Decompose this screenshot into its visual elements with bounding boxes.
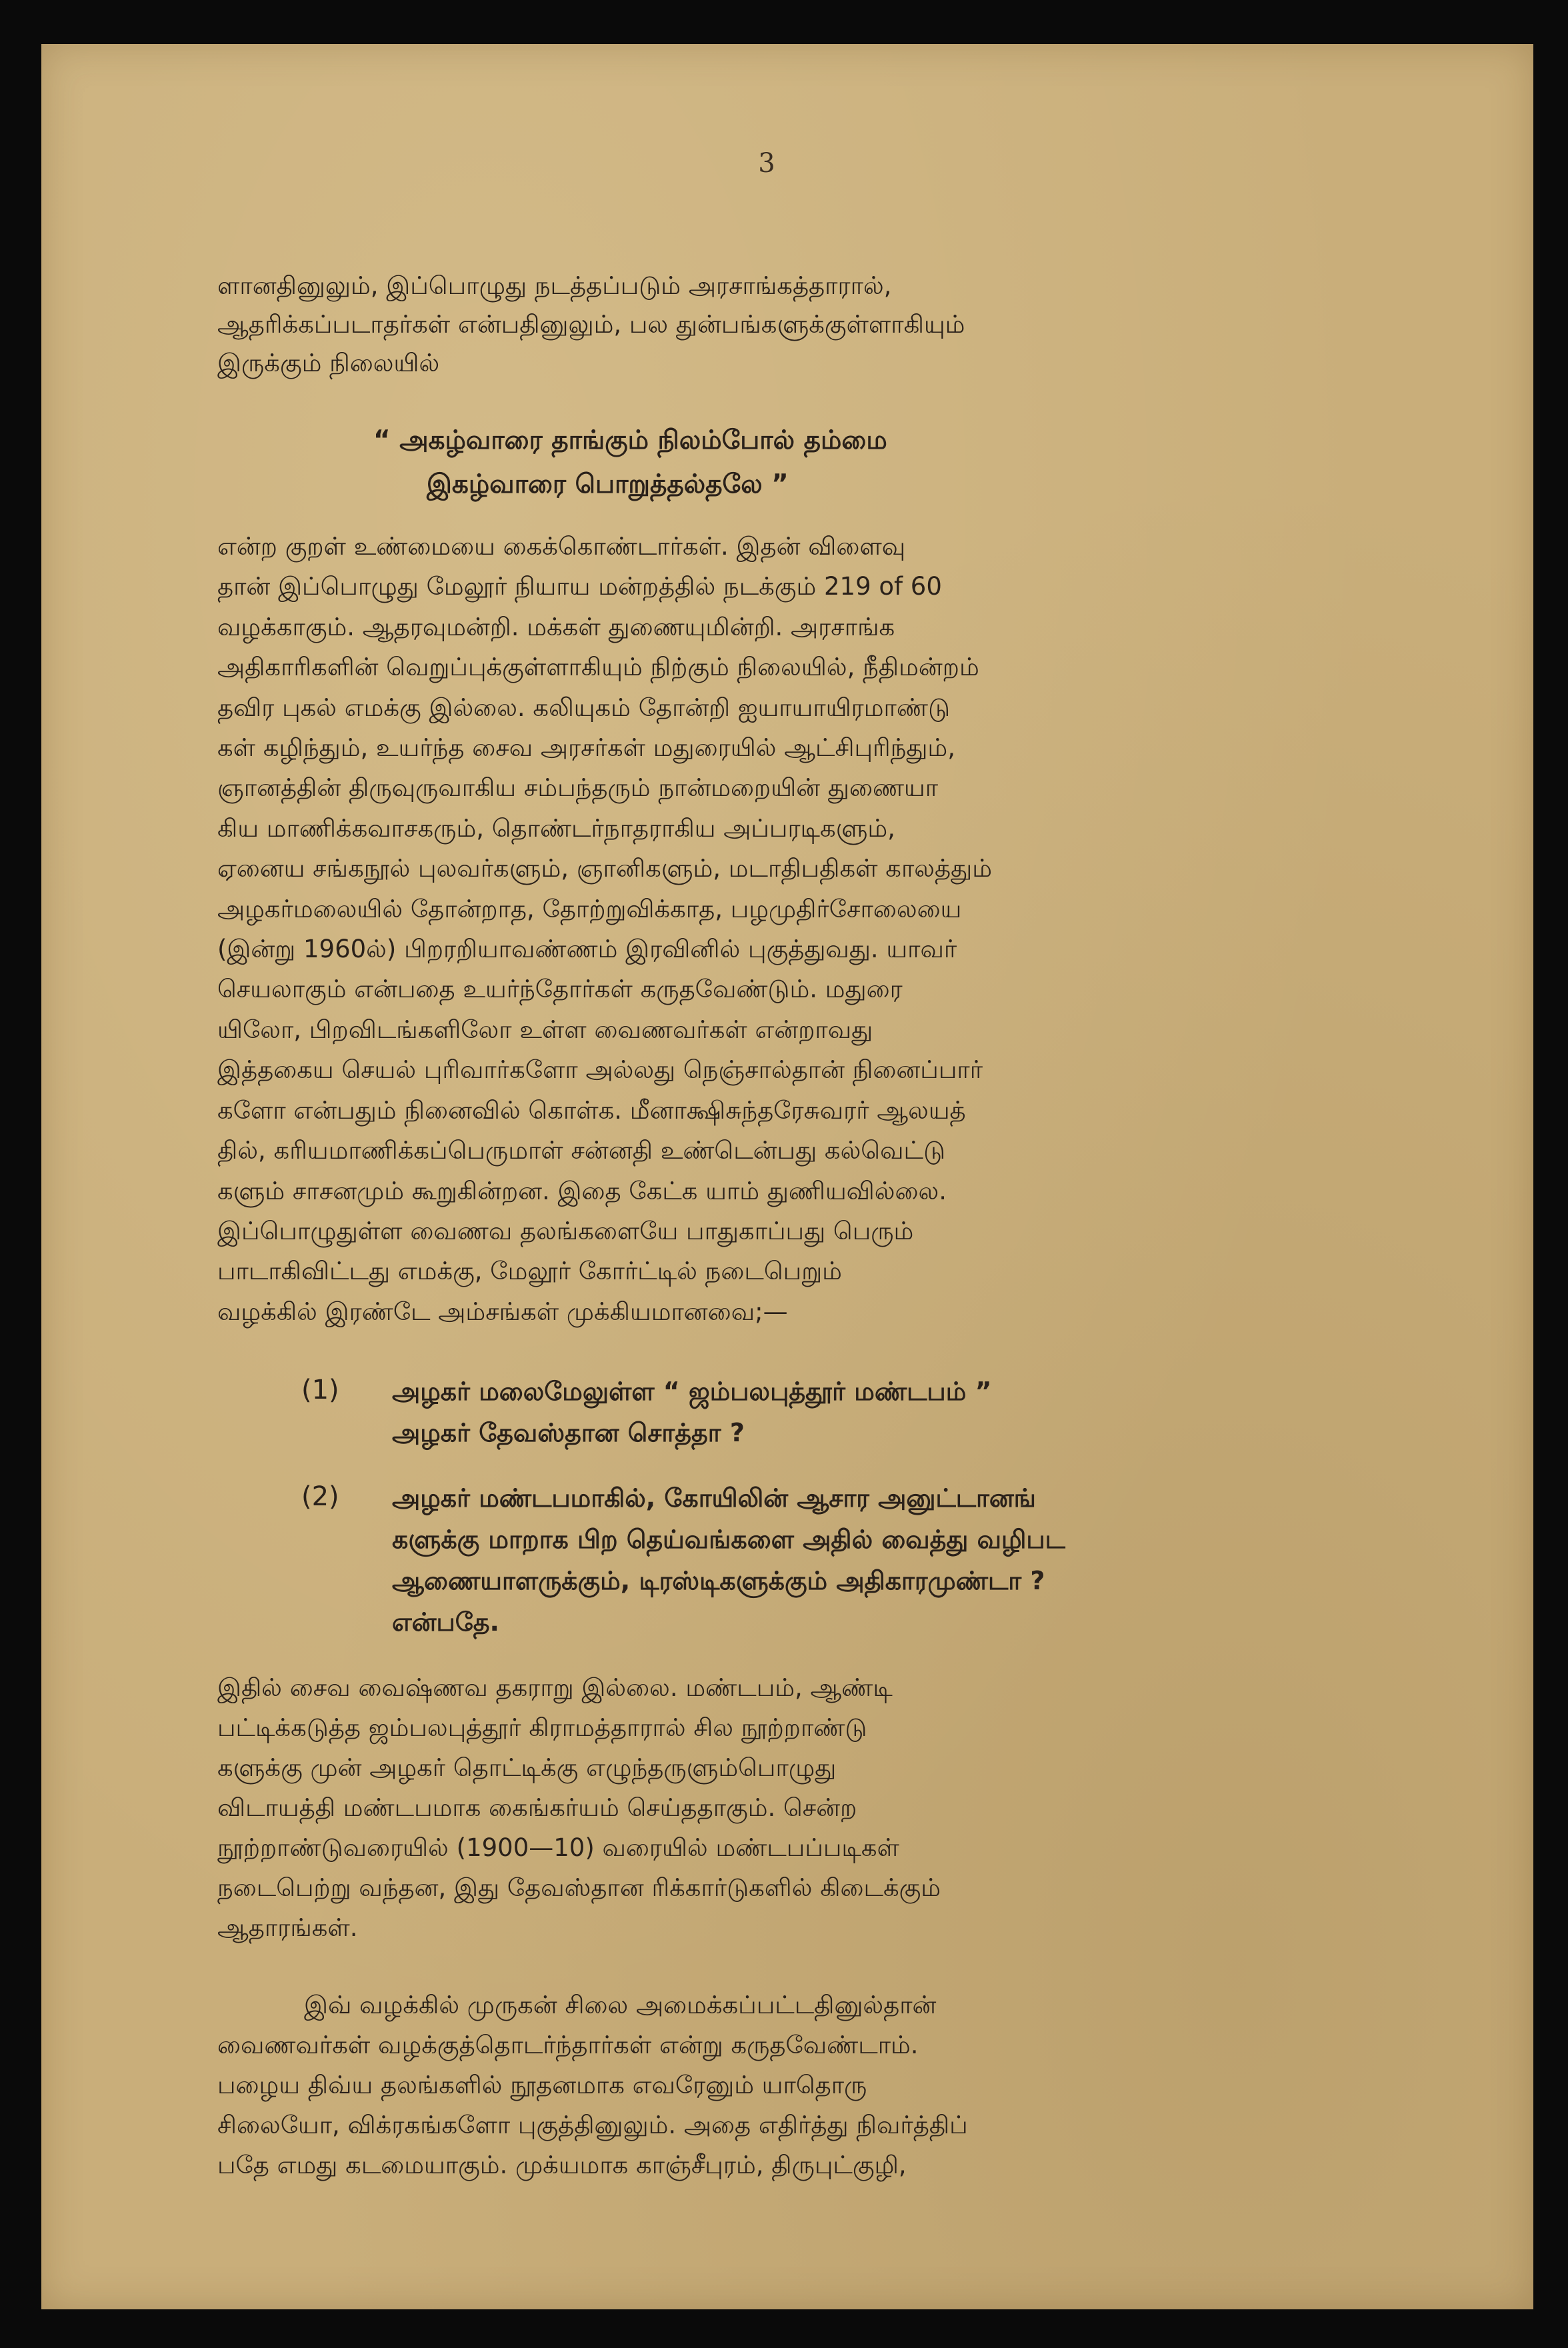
- paragraph-intro: [217, 267, 1337, 383]
- text-line: நடைபெற்று வந்தன, இது தேவஸ்தான ரிக்கார்டுகளில் கிடைக்கும்: [217, 1873, 941, 1902]
- text-line: தில், கரியமாணிக்கப்பெருமாள் சன்னதி உண்டென்பது கல்வெட்டு: [217, 1136, 945, 1165]
- list-item-line: களுக்கு மாறாக பிற தெய்வங்களை அதில் வைத்து வழிபட: [392, 1525, 1065, 1554]
- list-item-number: (1): [301, 1375, 339, 1405]
- text-line: தான் இப்பொழுது மேலூர் நியாய மன்றத்தில் நடக்கும் 219 of 60: [217, 572, 942, 601]
- text-line: செயலாகும் என்பதை உயர்ந்தோர்கள் கருதவேண்டும். மதுரை: [217, 975, 903, 1004]
- list-item-line: அழகர் மண்டபமாகில், கோயிலின் ஆசார அனுட்டானங்: [392, 1483, 1036, 1513]
- text-line: கள் கழிந்தும், உயர்ந்த சைவ அரசர்கள் மதுரையில் ஆட்சிபுரிந்தும்,: [217, 733, 955, 763]
- text-line: ஏனைய சங்கநூல் புலவர்களும், ஞானிகளும், மடாதிபதிகள் காலத்தும்: [217, 854, 992, 883]
- text-line: ஆதரிக்கப்படாதர்கள் என்பதினுலும், பல துன்பங்களுக்குள்ளாகியும்: [217, 310, 965, 339]
- list-item-number: (2): [301, 1481, 339, 1512]
- list-item-line: அழகர் மலைமேலுள்ள “ ஜம்பலபுத்தூர் மண்டபம் ”: [392, 1377, 992, 1406]
- text-line: ஞானத்தின் திருவுருவாகிய சம்பந்தரும் நான்மறையின் துணையா: [217, 773, 939, 803]
- paragraph-closing: [217, 1985, 1337, 2185]
- text-line: பட்டிக்கடுத்த ஜம்பலபுத்தூர் கிராமத்தாரால் சில நூற்றாண்டு: [217, 1713, 867, 1742]
- text-line: களுக்கு முன் அழகர் தொட்டிக்கு எழுந்தருளும்பொழுது: [217, 1753, 837, 1782]
- text-line: தவிர புகல் எமக்கு இல்லை. கலியுகம் தோன்றி ஐயாயாயிரமாண்டு: [217, 693, 950, 722]
- text-line: பாடாகிவிட்டது எமக்கு, மேலூர் கோர்ட்டில் நடைபெறும்: [217, 1257, 842, 1286]
- paragraph-mandapam: [217, 1668, 1337, 1948]
- list-item: [392, 1477, 1339, 1643]
- text-line: களும் சாசனமும் கூறுகின்றன. இதை கேட்க யாம் துணியவில்லை.: [217, 1176, 947, 1205]
- text-line: வழக்காகும். ஆதரவுமன்றி. மக்கள் துணையுமின்றி. அரசாங்க: [217, 612, 895, 641]
- text-line: பதே எமது கடமையாகும். முக்யமாக காஞ்சீபுரம், திருபுட்குழி,: [217, 2151, 907, 2179]
- text-line: நூற்றாண்டுவரையில் (1900—10) வரையில் மண்டபப்படிகள்: [217, 1833, 899, 1862]
- text-line: (இன்று 1960ல்) பிறரறியாவண்ணம் இரவினில் புகுத்துவது. யாவர்: [217, 935, 957, 964]
- list-item-line: அழகர் தேவஸ்தான சொத்தா ?: [392, 1418, 745, 1447]
- quote-line: “ அகழ்வாரை தாங்கும் நிலம்போல் தம்மை: [373, 425, 887, 455]
- text-line: அதிகாரிகளின் வெறுப்புக்குள்ளாகியும் நிற்கும் நிலையில், நீதிமன்றம்: [217, 653, 979, 682]
- page-number: 3: [758, 148, 775, 179]
- text-line: இதில் சைவ வைஷ்ணவ தகராறு இல்லை. மண்டபம், ஆண்டி: [217, 1673, 893, 1702]
- text-line: இப்பொழுதுள்ள வைணவ தலங்களையே பாதுகாப்பது பெரும்: [217, 1216, 914, 1245]
- text-line: இத்தகைய செயல் புரிவார்களோ அல்லது நெஞ்சால்தான் நினைப்பார்: [217, 1055, 983, 1085]
- list-item: [392, 1371, 1339, 1453]
- paragraph-main: [217, 527, 1337, 1332]
- list-item-line: ஆணையாளருக்கும், டிரஸ்டிகளுக்கும் அதிகாரமுண்டா ?: [392, 1566, 1045, 1595]
- text-line: ஆதாரங்கள்.: [217, 1913, 358, 1942]
- text-line: அழகர்மலையில் தோன்றாத, தோற்றுவிக்காத, பழமுதிர்சோலையை: [217, 894, 962, 923]
- text-line: விடாயத்தி மண்டபமாக கைங்கர்யம் செய்ததாகும். சென்ற: [217, 1793, 857, 1822]
- list-item-line: என்பதே.: [392, 1607, 499, 1637]
- text-line: சிலையோ, விக்ரகங்களோ புகுத்தினுலும். அதை எதிர்த்து நிவர்த்திப்: [217, 2111, 968, 2139]
- text-line: வழக்கில் இரண்டே அம்சங்கள் முக்கியமானவை;—: [217, 1297, 788, 1326]
- text-line: கிய மாணிக்கவாசகரும், தொண்டர்நாதராகிய அப்பரடிகளும்,: [217, 813, 895, 843]
- text-line: பழைய திவ்ய தலங்களில் நூதனமாக எவரேனும் யாதொரு: [217, 2071, 867, 2099]
- kural-quote: [373, 419, 1240, 507]
- text-line: வைணவர்கள் வழக்குத்தொடர்ந்தார்கள் என்று கருதவேண்டாம்.: [217, 2031, 919, 2059]
- text-line: என்ற குறள் உண்மையை கைக்கொண்டார்கள். இதன் விளைவு: [217, 532, 906, 561]
- text-line: யிலோ, பிறவிடங்களிலோ உள்ள வைணவர்கள் என்றாவது: [217, 1015, 873, 1044]
- quote-line: இகழ்வாரை பொறுத்தல்தலே ”: [427, 469, 789, 499]
- text-line: களோ என்பதும் நினைவில் கொள்க. மீனாக்ஷிசுந்தரேசுவரர் ஆலயத்: [217, 1095, 966, 1125]
- text-line: ளானதினுலும், இப்பொழுது நடத்தப்படும் அரசாங்கத்தாரால்,: [217, 271, 892, 300]
- text-line: இவ் வழக்கில் முருகன் சிலை அமைக்கப்பட்டதினுல்தான்: [304, 1991, 937, 2019]
- text-line: இருக்கும் நிலையில்: [217, 349, 440, 377]
